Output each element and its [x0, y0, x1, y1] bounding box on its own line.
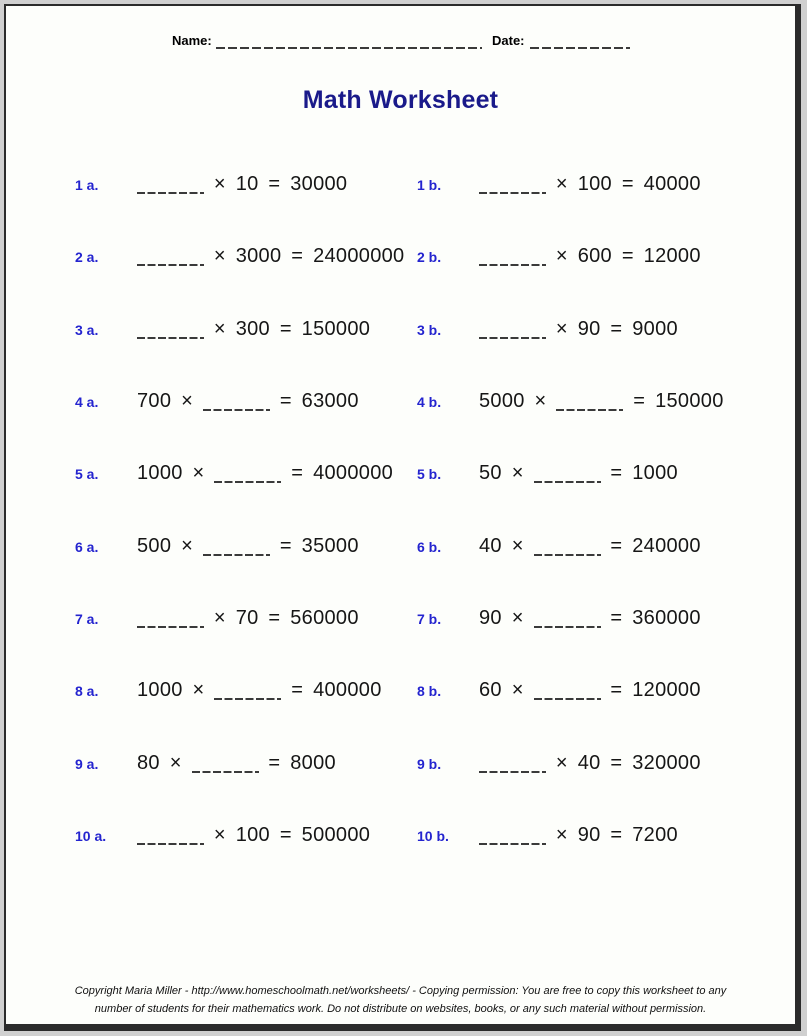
problem-expression: [137, 390, 359, 412]
problem-5a: [75, 461, 393, 486]
problem-3a: [75, 317, 370, 342]
problem-expression: [479, 462, 678, 484]
problem-number: 10 a.: [75, 827, 107, 844]
problem-expression: [137, 824, 370, 846]
expression-suffix: × 70 = 560000: [213, 606, 359, 629]
problem-expression: [137, 462, 393, 484]
expression-suffix: × 10 = 30000: [213, 173, 348, 195]
problem-2b: [417, 244, 701, 269]
problem-8b: [417, 678, 701, 703]
problem-3b: [417, 317, 678, 342]
problem-expression: [137, 535, 359, 557]
expression-prefix: 500 ×: [137, 534, 194, 557]
problem-expression: [479, 173, 701, 195]
problems-grid: [6, 6, 795, 1024]
answer-blank: [534, 698, 601, 700]
problem-number: 1 a.: [75, 177, 99, 193]
answer-blank: [137, 843, 204, 845]
answer-blank: [137, 264, 204, 266]
problem-1a: [75, 172, 347, 197]
problem-7b: [417, 606, 701, 631]
answer-blank: [534, 481, 601, 483]
problem-expression: [479, 679, 701, 701]
expression-prefix: 90 ×: [479, 606, 524, 629]
expression-suffix: × 40 = 320000: [555, 751, 701, 774]
expression-suffix: = 63000: [279, 389, 359, 412]
problem-expression: [137, 607, 359, 629]
expression-suffix: × 600 = 12000: [555, 245, 701, 268]
problem-expression: [137, 173, 347, 195]
answer-blank: [479, 192, 546, 194]
expression-suffix: × 100 = 500000: [213, 823, 371, 846]
worksheet-page: [4, 4, 801, 1031]
problem-4b: [417, 389, 724, 414]
date-label: Date:: [492, 33, 525, 48]
problem-number: 6 a.: [75, 538, 99, 555]
problem-expression: [479, 245, 701, 267]
expression-suffix: × 100 = 40000: [555, 173, 701, 195]
problem-7a: [75, 606, 359, 631]
answer-blank: [479, 771, 546, 773]
problem-expression: [479, 390, 724, 412]
problem-expression: [137, 752, 336, 774]
answer-blank: [479, 843, 546, 845]
expression-prefix: 40 ×: [479, 534, 524, 557]
problem-2a: [75, 244, 404, 269]
expression-suffix: = 360000: [610, 606, 701, 629]
problem-9b: [417, 751, 701, 776]
problem-10b: [417, 823, 678, 848]
problem-expression: [137, 679, 382, 701]
problem-expression: [479, 535, 701, 557]
expression-prefix: 60 ×: [479, 679, 524, 702]
expression-prefix: 1000 ×: [137, 679, 205, 702]
problem-number: 4 b.: [417, 393, 442, 410]
expression-suffix: = 240000: [610, 534, 701, 557]
expression-suffix: = 4000000: [291, 462, 394, 485]
answer-blank: [214, 698, 281, 700]
problem-number: 3 a.: [75, 321, 99, 338]
problem-9a: [75, 751, 336, 776]
name-label: Name:: [172, 33, 212, 48]
expression-prefix: 50 ×: [479, 462, 524, 485]
problem-6b: [417, 534, 701, 559]
answer-blank: [479, 337, 546, 339]
problem-4a: [75, 389, 359, 414]
problem-number: 2 a.: [75, 249, 99, 266]
problem-number: 10 b.: [417, 827, 449, 844]
problem-8a: [75, 678, 382, 703]
answer-blank: [137, 192, 204, 194]
problem-1b: [417, 172, 701, 197]
expression-suffix: = 1000: [610, 462, 678, 485]
answer-blank: [214, 481, 281, 483]
expression-prefix: 700 ×: [137, 389, 194, 412]
copyright-text: [6, 982, 795, 1018]
problem-number: 2 b.: [417, 249, 442, 266]
problem-number: 9 b.: [417, 755, 442, 772]
expression-suffix: × 300 = 150000: [213, 317, 371, 340]
problem-number: 6 b.: [417, 538, 442, 555]
answer-blank: [203, 409, 270, 411]
problem-expression: [479, 824, 678, 846]
problem-expression: [137, 318, 370, 340]
problem-10a: [75, 823, 370, 848]
problem-number: 7 a.: [75, 610, 99, 627]
expression-prefix: 80 ×: [137, 751, 182, 774]
answer-blank: [556, 409, 623, 411]
answer-blank: [137, 626, 204, 628]
answer-blank: [203, 554, 270, 556]
answer-blank: [192, 771, 259, 773]
copyright-line-2: number of students for their mathematics work. Do not distribute on websites, books, or any such material without permission.: [94, 1003, 707, 1015]
expression-suffix: = 150000: [633, 389, 724, 412]
expression-prefix: 5000 ×: [479, 389, 547, 412]
expression-suffix: × 3000 = 24000000: [213, 245, 405, 268]
problem-number: 7 b.: [417, 610, 442, 627]
problem-number: 4 a.: [75, 393, 99, 410]
problem-number: 5 a.: [75, 466, 99, 483]
problem-expression: [479, 318, 678, 340]
problem-number: 1 b.: [417, 177, 442, 193]
problem-number: 5 b.: [417, 466, 442, 483]
expression-suffix: × 90 = 9000: [555, 317, 678, 340]
problem-number: 3 b.: [417, 321, 442, 338]
problem-number: 9 a.: [75, 755, 99, 772]
expression-suffix: = 400000: [291, 679, 382, 702]
problem-number: 8 a.: [75, 683, 99, 700]
copyright-line-1: Copyright Maria Miller - http://www.homeschoolmath.net/worksheets/ - Copying permission: You are free to copy this worksheet to any: [74, 985, 727, 997]
problem-5b: [417, 461, 678, 486]
expression-suffix: = 35000: [279, 534, 359, 557]
problem-expression: [137, 245, 404, 267]
page-title: Math Worksheet: [302, 86, 499, 114]
expression-suffix: = 8000: [268, 751, 336, 774]
answer-blank: [137, 337, 204, 339]
problem-expression: [479, 752, 701, 774]
problem-expression: [479, 607, 701, 629]
problem-6a: [75, 534, 359, 559]
expression-suffix: × 90 = 7200: [555, 823, 678, 846]
expression-prefix: 1000 ×: [137, 462, 205, 485]
answer-blank: [534, 626, 601, 628]
answer-blank: [534, 554, 601, 556]
answer-blank: [479, 264, 546, 266]
expression-suffix: = 120000: [610, 679, 701, 702]
problem-number: 8 b.: [417, 683, 442, 700]
